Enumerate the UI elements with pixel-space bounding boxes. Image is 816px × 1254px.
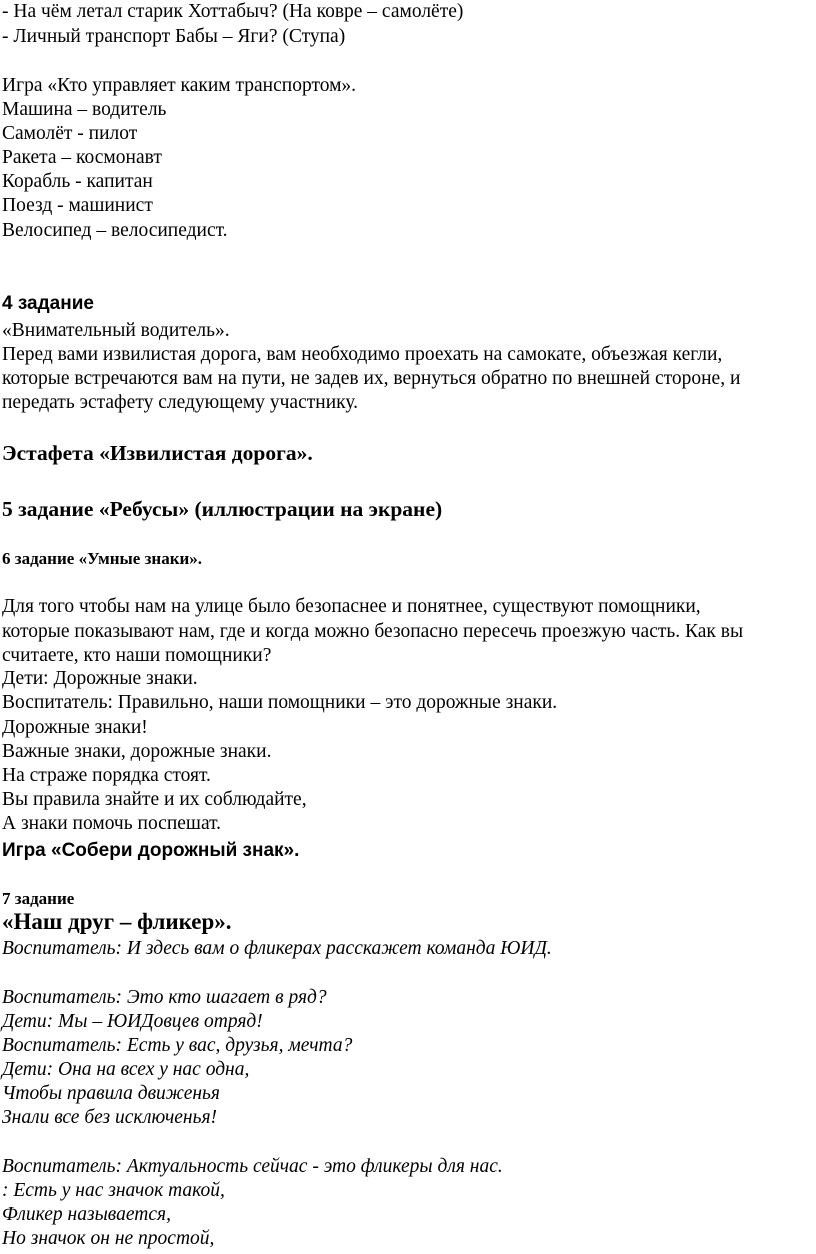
task-6-text-line-2: которые показывают нам, где и когда можно безопасно пересечь проезжую часть. Как вы xyxy=(2,621,744,642)
question-line-baba-yaga: - Личный транспорт Бабы – Яги? (Ступа) xyxy=(2,26,346,47)
dialog-line-teacher-3: Воспитатель: Это кто шагает в ряд? xyxy=(2,987,327,1008)
pair-line-plane: Самолёт - пилот xyxy=(2,123,138,144)
dialog-line-teacher-1: Воспитатель: Правильно, наши помощники – это дорожные знаки. xyxy=(2,692,558,713)
game-title-road-sign: Игра «Собери дорожный знак». xyxy=(2,840,300,861)
poem-line-1: Дорожные знаки! xyxy=(2,717,148,738)
pair-line-car: Машина – водитель xyxy=(2,99,167,120)
game-title-transport: Игра «Кто управляет каким транспортом». xyxy=(2,75,357,96)
dialog-line-children-1: Дети: Дорожные знаки. xyxy=(2,668,198,689)
task-6-text-line-1: Для того чтобы нам на улице было безопаснее и понятнее, существуют помощники, xyxy=(2,596,701,617)
dialog-line-8: Но значок он не простой, xyxy=(2,1228,215,1249)
pair-line-ship: Корабль - капитан xyxy=(2,171,153,192)
task-7-subtitle: «Наш друг – фликер». xyxy=(2,909,232,934)
poem-line-5: А знаки помочь поспешат. xyxy=(2,813,222,834)
task-4-text-line-3: передать эстафету следующему участнику. xyxy=(2,392,359,413)
dialog-line-children-3: Дети: Она на всех у нас одна, xyxy=(2,1059,250,1080)
dialog-line-children-4: Чтобы правила движенья xyxy=(2,1083,220,1104)
pair-line-rocket: Ракета – космонавт xyxy=(2,147,162,168)
task-6-heading: 6 задание «Умные знаки». xyxy=(2,549,203,568)
dialog-line-7: Фликер называется, xyxy=(2,1204,171,1225)
pair-line-bicycle: Велосипед – велосипедист. xyxy=(2,220,228,241)
poem-line-4: Вы правила знайте и их соблюдайте, xyxy=(2,789,307,810)
task-4-heading: 4 задание xyxy=(2,293,94,314)
dialog-line-teacher-5: Воспитатель: Актуальность сейчас - это фликеры для нас. xyxy=(2,1156,503,1177)
task-4-subtitle: «Внимательный водитель». xyxy=(2,320,230,341)
task-4-text-line-1: Перед вами извилистая дорога, вам необходимо проехать на самокате, объезжая кегли, xyxy=(2,344,723,365)
task-4-text-line-2: которые встречаются вам на пути, не задев их, вернуться обратно по внешней стороне, и xyxy=(2,368,741,389)
dialog-line-6: : Есть у нас значок такой, xyxy=(2,1180,225,1201)
question-line-hottabych: - На чём летал старик Хоттабыч? (На ковре – самолёте) xyxy=(2,1,464,22)
dialog-line-children-5: Знали все без исключенья! xyxy=(2,1107,218,1128)
pair-line-train: Поезд - машинист xyxy=(2,195,153,216)
task-7-heading: 7 задание xyxy=(2,889,75,908)
dialog-line-teacher-2: Воспитатель: И здесь вам о фликерах расскажет команда ЮИД. xyxy=(2,938,552,959)
relay-heading: Эстафета «Извилистая дорога». xyxy=(2,441,313,465)
dialog-line-teacher-4: Воспитатель: Есть у вас, друзья, мечта? xyxy=(2,1035,353,1056)
task-6-text-line-3: считаете, кто наши помощники? xyxy=(2,645,272,666)
task-5-heading: 5 задание «Ребусы» (иллюстрации на экране) xyxy=(2,497,443,521)
poem-line-3: На страже порядка стоят. xyxy=(2,765,211,786)
poem-line-2: Важные знаки, дорожные знаки. xyxy=(2,741,272,762)
dialog-line-children-2: Дети: Мы – ЮИДовцев отряд! xyxy=(2,1011,263,1032)
